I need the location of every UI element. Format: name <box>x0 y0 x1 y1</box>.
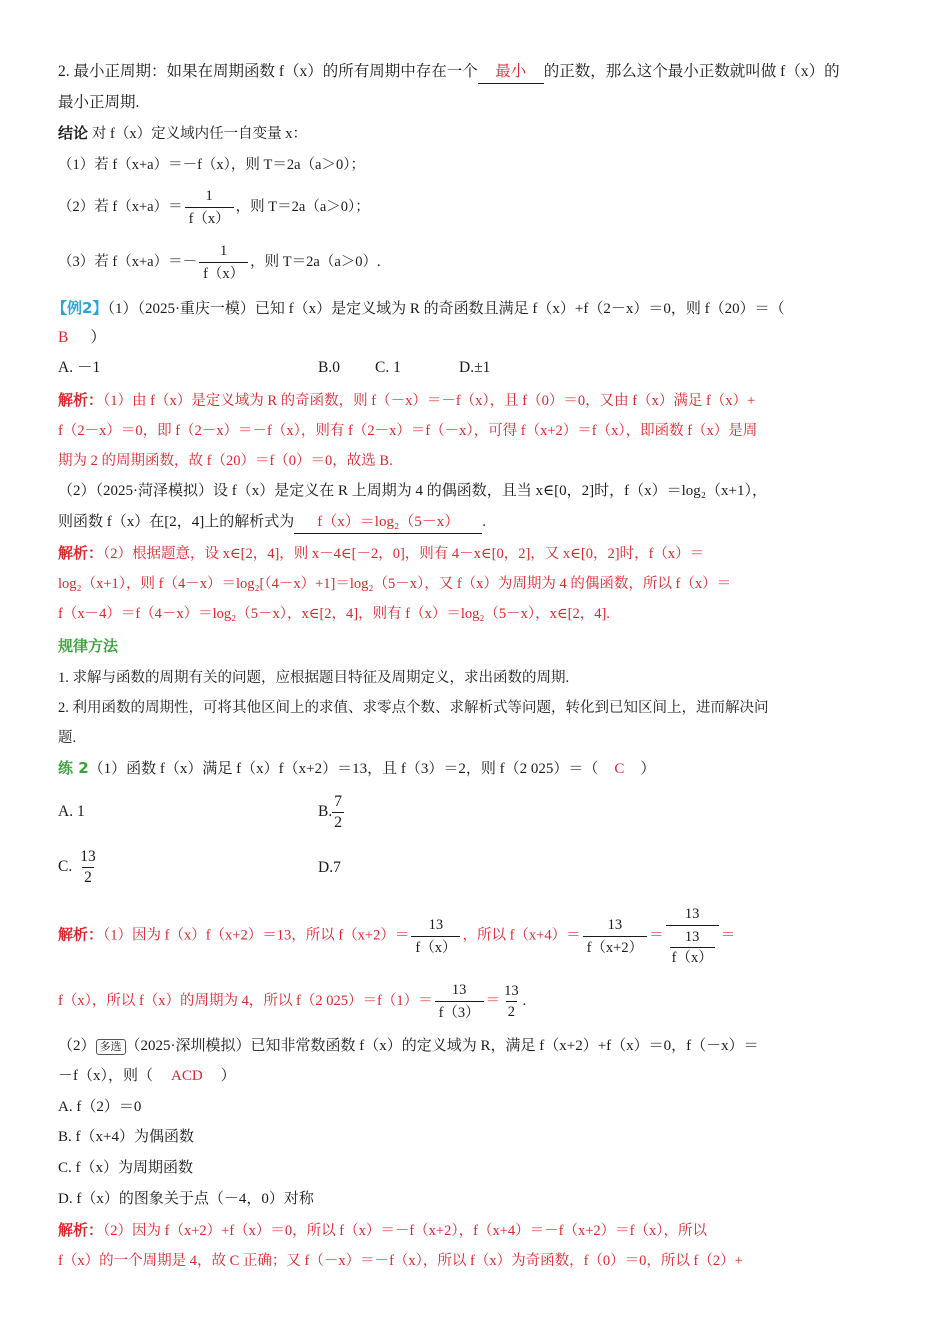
practice-2-question-2: （2） 多选 （2025·深圳模拟）已知非常数函数 f（x）的定义域为 R，满足 f（x+2）+f（x）＝0，f（－x）＝ <box>58 1038 759 1054</box>
method-heading: 规律方法 <box>58 637 119 655</box>
example-2-answer-line: B ） <box>58 329 106 346</box>
option-b: B. $\frac{7}{2}$ <box>318 792 342 831</box>
option-d: D.7 <box>318 859 341 876</box>
answer-choice: ACD <box>171 1068 203 1084</box>
method-line-1: 1. 求解与函数的周期有关的问题，应根据题目特征及周期定义，求出函数的周期. <box>58 670 570 686</box>
answer-blank: 最小 <box>478 61 544 84</box>
practice-solution-1-line-2: f（x），所以 f（x）的周期为 4，所以 f（2 025）＝f（1）＝ $\frac{13}{f(3)}$ ＝ $\frac{13}{2}$ . <box>58 982 527 1022</box>
option-d: D. f（x）的图象关于点（－4，0）对称 <box>58 1191 314 1207</box>
answer-choice: B <box>58 329 69 346</box>
method-line-3: 题. <box>58 730 77 746</box>
fraction: $\frac{1}{f(x)}$ <box>199 241 248 284</box>
practice-solution-1-line-1: 解析：（1）因为 f（x）f（x+2）＝13，所以 f（x+2）＝ $\frac{13}{f(x)}$ ，所以 f（x+4）＝ $\frac{13}{f(x+2)}$ ＝ $\frac{13}{\frac{13}{f(x)}}$ ＝ <box>58 906 736 966</box>
solution-1-line-1: 解析：（1）由 f（x）是定义域为 R 的奇函数，则 f（－x）＝－f（x），且 f（0）＝0，又由 f（x）满足 f（x）+ <box>58 391 756 409</box>
option-b: B. f（x+4）为偶函数 <box>58 1129 194 1145</box>
option-c: C. $\frac{13}{2}$ <box>58 847 96 886</box>
solution-1-line-3: 期为 2 的周期函数，故 f（20）＝f（0）＝0，故选 B. <box>58 453 393 469</box>
practice-solution-2-line-1: 解析：（2）因为 f（x+2）+f（x）＝0，所以 f（x）＝－f（x+2），f（x+4）＝－f（x+2）＝f（x），所以 <box>58 1221 707 1239</box>
solution-1-line-2: f（2－x）＝0，即 f（2－x）＝－f（x），则有 f（2－x）＝f（－x），可得 f（x+2）＝f（x），即函数 f（x）是周 <box>58 423 758 439</box>
answer-choice: C <box>614 761 625 777</box>
conclusion-heading: 结论 对 f（x）定义域内任一自变量 x： <box>58 124 307 142</box>
practice-2-question-2-line-2: －f（x），则（ ACD ） <box>58 1068 236 1084</box>
conclusion-item-3: （3）若 f（x+a）＝－ $\frac{1}{f(x)}$ ，则 T＝2a（a＞0）. <box>58 243 381 283</box>
option-a: A. f（2）＝0 <box>58 1099 142 1115</box>
example-2-question-2-line-2: 则函数 f（x）在[2，4]上的解析式为 f（x）＝log₂（5－x） . <box>58 511 486 534</box>
practice-2-question-1: 练 2（1）函数 f（x）满足 f（x）f（x+2）＝13，且 f（3）＝2，则 f（2 025）＝（ C ） <box>58 759 656 777</box>
practice-solution-2-line-2: f（x）的一个周期是 4，故 C 正确；又 f（－x）＝－f（x），所以 f（x）为奇函数，f（0）＝0，所以 f（2）+ <box>58 1253 743 1269</box>
multi-select-tag: 多选 <box>96 1039 126 1055</box>
conclusion-item-1: （1）若 f（x+a）＝－f（x），则 T＝2a（a＞0）； <box>58 157 365 173</box>
answer-blank: f（x）＝log₂（5－x） <box>294 511 482 534</box>
option-a: A. 1 <box>58 803 85 820</box>
example-2-question-1: 【例2】（1）（2025·重庆一模）已知 f（x）是定义域为 R 的奇函数且满足 f（x）+f（2－x）＝0，则 f（20）＝（ <box>52 299 785 317</box>
example-2-question-2: （2）（2025·菏泽模拟）设 f（x）是定义在 R 上周期为 4 的偶函数，且当 x∈[0，2]时，f（x）＝log₂（x+1）， <box>58 483 767 499</box>
method-line-2: 2. 利用函数的周期性，可将其他区间上的求值、求零点个数、求解析式等问题，转化到已知区间上，进而解决问 <box>58 700 769 716</box>
option-c: C. f（x）为周期函数 <box>58 1160 194 1176</box>
solution-2-line-3: f（x－4）＝f（4－x）＝log₂（5－x），x∈[2，4]，则有 f（x）＝log₂（5－x），x∈[2，4]. <box>58 606 610 622</box>
solution-2-line-1: 解析：（2）根据题意，设 x∈[2，4]，则 x－4∈[－2，0]，则有 4－x∈[0，2]，又 x∈[0，2]时，f（x）＝ <box>58 544 705 562</box>
definition-line: 2. 最小正周期：如果在周期函数 f（x）的所有周期中存在一个 最小 的正数，那么这个最小正数就叫做 f（x）的 <box>58 61 840 84</box>
fraction: $\frac{1}{f(x)}$ <box>185 186 234 229</box>
conclusion-item-2: （2）若 f（x+a）＝ $\frac{1}{f(x)}$ ，则 T＝2a（a＞0）； <box>58 188 370 228</box>
solution-2-line-2: log₂（x+1），则 f（4－x）＝log₂[（4－x）+1]＝log₂（5－x），又 f（x）为周期为 4 的偶函数，所以 f（x）＝ <box>58 576 732 592</box>
definition-line-2: 最小正周期. <box>58 94 140 111</box>
